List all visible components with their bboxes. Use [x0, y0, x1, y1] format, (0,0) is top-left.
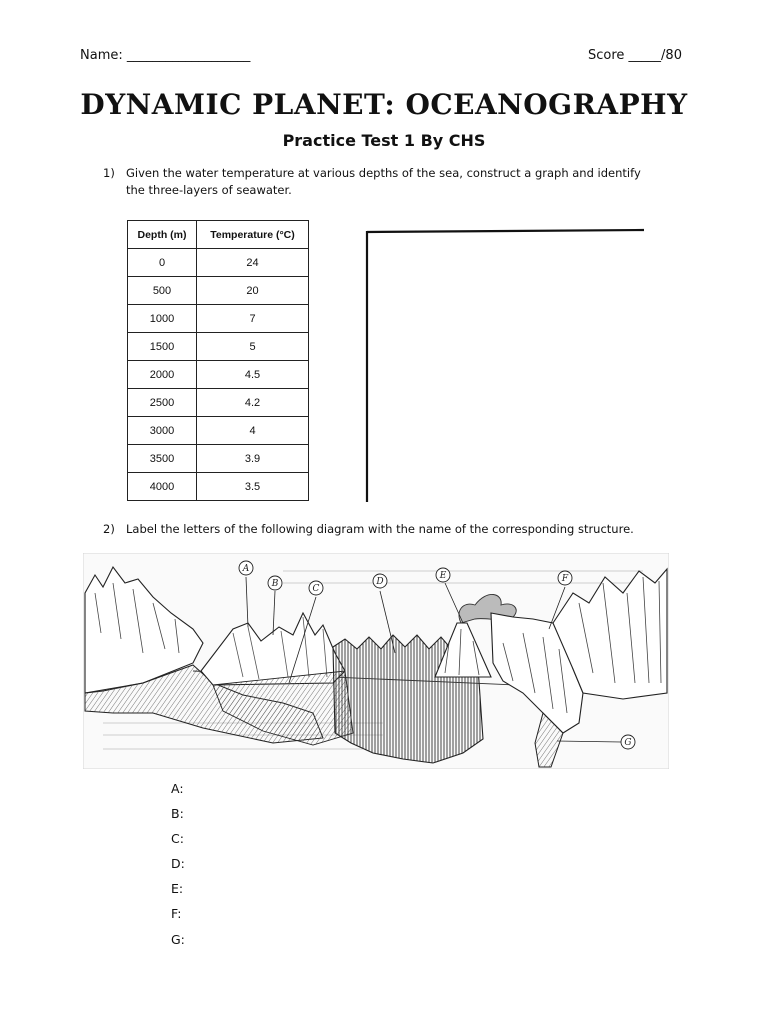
depth-cell: 2500 — [128, 389, 197, 417]
depth-cell: 1500 — [128, 333, 197, 361]
score-field-label: Score _____/80 — [588, 48, 682, 63]
temperature-cell: 20 — [197, 277, 309, 305]
question-2-number: 2) — [103, 522, 115, 536]
answer-d-label: D: — [171, 856, 185, 871]
answer-f-label: F: — [171, 906, 182, 921]
ocean-floor-diagram — [83, 553, 669, 769]
depth-cell: 3000 — [128, 417, 197, 445]
depth-cell: 0 — [128, 249, 197, 277]
depth-cell: 500 — [128, 277, 197, 305]
temperature-cell: 4.2 — [197, 389, 309, 417]
question-1-text: Given the water temperature at various depths of the sea, construct a graph and identify the three-layers of seawater. — [126, 166, 641, 197]
blank-graph-axes — [364, 226, 648, 506]
diagram-label-a: A — [242, 564, 250, 574]
temperature-cell: 4 — [197, 417, 309, 445]
diagram-label-b: B — [271, 579, 279, 589]
temperature-cell: 3.9 — [197, 445, 309, 473]
table-row — [128, 389, 309, 417]
question-1-number: 1) — [103, 166, 115, 180]
temperature-cell: 5 — [197, 333, 309, 361]
graph-top-axis — [367, 230, 644, 232]
depth-cell: 2000 — [128, 361, 197, 389]
diagram-label-c: C — [312, 584, 320, 594]
table-row — [128, 277, 309, 305]
table-row — [128, 305, 309, 333]
column-header-temperature: Temperature (°C) — [197, 221, 309, 249]
answer-b-label: B: — [171, 806, 184, 821]
diagram-label-d: D — [376, 577, 384, 587]
page-subtitle: Practice Test 1 By CHS — [282, 131, 486, 150]
depth-temperature-table — [127, 220, 309, 501]
answer-e-label: E: — [171, 881, 184, 896]
page-title: DYNAMIC PLANET: OCEANOGRAPHY — [80, 88, 688, 121]
diagram-label-e: E — [439, 571, 447, 581]
table-header-row — [128, 221, 309, 249]
temperature-cell: 7 — [197, 305, 309, 333]
question-2-text: Label the letters of the following diagram with the name of the corresponding structure. — [126, 522, 634, 536]
table-row — [128, 333, 309, 361]
temperature-cell: 24 — [197, 249, 309, 277]
column-header-depth: Depth (m) — [128, 221, 197, 249]
diagram-label-f: F — [561, 574, 569, 584]
table-row — [128, 417, 309, 445]
temperature-cell: 3.5 — [197, 473, 309, 501]
temperature-cell: 4.5 — [197, 361, 309, 389]
answer-g-label: G: — [171, 932, 185, 947]
table-row — [128, 249, 309, 277]
diagram-label-g: G — [624, 738, 632, 748]
table-row — [128, 361, 309, 389]
table-row — [128, 473, 309, 501]
table-row — [128, 445, 309, 473]
depth-cell: 4000 — [128, 473, 197, 501]
depth-cell: 3500 — [128, 445, 197, 473]
answer-a-label: A: — [171, 781, 184, 796]
depth-cell: 1000 — [128, 305, 197, 333]
name-field-label: Name: ___________________ — [80, 48, 251, 63]
answer-c-label: C: — [171, 831, 184, 846]
